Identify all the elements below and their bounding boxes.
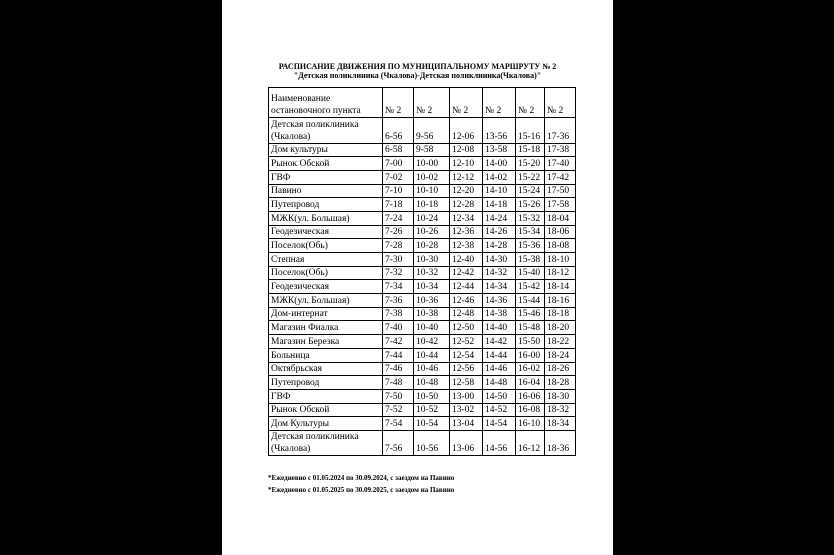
departure-time-cell: 7-42	[383, 335, 414, 349]
route-column-header: № 2	[450, 88, 483, 118]
route-column-header: № 2	[516, 88, 545, 118]
departure-time-cell: 13-02	[450, 403, 483, 417]
stop-name-cell: Рынок Обской	[269, 157, 383, 171]
departure-time-cell: 14-52	[483, 403, 516, 417]
route-subtitle: "Детская поликлиника (Чкалова)-Детская поликлиника(Чкалова)"	[293, 71, 542, 80]
departure-time-cell: 10-34	[414, 280, 450, 294]
departure-time-cell: 10-18	[414, 198, 450, 212]
departure-time-cell: 14-00	[483, 157, 516, 171]
departure-time-cell: 14-38	[483, 307, 516, 321]
table-row	[269, 143, 576, 157]
departure-time-cell: 15-32	[516, 211, 545, 225]
departure-time-cell: 18-18	[545, 307, 576, 321]
departure-time-cell: 7-34	[383, 280, 414, 294]
stop-name-cell: Дом культуры	[269, 143, 383, 157]
departure-time-cell: 12-06	[450, 118, 483, 144]
departure-time-cell: 15-38	[516, 253, 545, 267]
departure-time-cell: 18-30	[545, 389, 576, 403]
stop-name-cell: ГВФ	[269, 389, 383, 403]
departure-time-cell: 17-50	[545, 184, 576, 198]
departure-time-cell: 7-40	[383, 321, 414, 335]
departure-time-cell: 10-36	[414, 294, 450, 308]
departure-time-cell: 12-44	[450, 280, 483, 294]
departure-time-cell: 16-08	[516, 403, 545, 417]
departure-time-cell: 15-20	[516, 157, 545, 171]
departure-time-cell: 12-48	[450, 307, 483, 321]
departure-time-cell: 10-02	[414, 170, 450, 184]
departure-time-cell: 13-00	[450, 389, 483, 403]
departure-time-cell: 15-48	[516, 321, 545, 335]
stop-name-cell: Геодезическая	[269, 280, 383, 294]
departure-time-cell: 10-50	[414, 389, 450, 403]
departure-time-cell: 14-54	[483, 417, 516, 431]
departure-time-cell: 10-56	[414, 430, 450, 456]
departure-time-cell: 7-28	[383, 239, 414, 253]
departure-time-cell: 16-10	[516, 417, 545, 431]
departure-time-cell: 15-50	[516, 335, 545, 349]
departure-time-cell: 7-46	[383, 362, 414, 376]
table-row	[269, 225, 576, 239]
departure-time-cell: 18-34	[545, 417, 576, 431]
departure-time-cell: 13-56	[483, 118, 516, 144]
departure-time-cell: 7-24	[383, 211, 414, 225]
departure-time-cell: 18-24	[545, 348, 576, 362]
stop-name-cell: Путепровод	[269, 376, 383, 390]
departure-time-cell: 14-46	[483, 362, 516, 376]
table-row	[269, 430, 576, 456]
table-row	[269, 376, 576, 390]
departure-time-cell: 15-44	[516, 294, 545, 308]
departure-time-cell: 15-26	[516, 198, 545, 212]
departure-time-cell: 18-26	[545, 362, 576, 376]
schedule-table	[268, 87, 576, 456]
table-row	[269, 198, 576, 212]
departure-time-cell: 18-36	[545, 430, 576, 456]
departure-time-cell: 7-32	[383, 266, 414, 280]
departure-time-cell: 7-30	[383, 253, 414, 267]
stop-name-cell: Больница	[269, 348, 383, 362]
departure-time-cell: 12-50	[450, 321, 483, 335]
stop-name-cell: Геодезическая	[269, 225, 383, 239]
departure-time-cell: 17-58	[545, 198, 576, 212]
departure-time-cell: 10-30	[414, 253, 450, 267]
table-row	[269, 348, 576, 362]
departure-time-cell: 15-22	[516, 170, 545, 184]
document-page	[222, 0, 613, 555]
table-row	[269, 335, 576, 349]
departure-time-cell: 14-26	[483, 225, 516, 239]
table-row	[269, 280, 576, 294]
departure-time-cell: 18-12	[545, 266, 576, 280]
table-row	[269, 118, 576, 144]
departure-time-cell: 12-58	[450, 376, 483, 390]
stop-name-cell: Дом-интернат	[269, 307, 383, 321]
departure-time-cell: 10-32	[414, 266, 450, 280]
departure-time-cell: 10-54	[414, 417, 450, 431]
stop-name-cell: Октябрьская	[269, 362, 383, 376]
departure-time-cell: 7-36	[383, 294, 414, 308]
stop-name-cell: Поселок(Обь)	[269, 239, 383, 253]
departure-time-cell: 7-38	[383, 307, 414, 321]
table-header-row	[269, 88, 576, 118]
departure-time-cell: 7-48	[383, 376, 414, 390]
departure-time-cell: 9-58	[414, 143, 450, 157]
departure-time-cell: 16-12	[516, 430, 545, 456]
departure-time-cell: 15-46	[516, 307, 545, 321]
departure-time-cell: 14-50	[483, 389, 516, 403]
departure-time-cell: 10-00	[414, 157, 450, 171]
departure-time-cell: 16-02	[516, 362, 545, 376]
departure-time-cell: 7-26	[383, 225, 414, 239]
departure-time-cell: 14-28	[483, 239, 516, 253]
departure-time-cell: 12-28	[450, 198, 483, 212]
table-row	[269, 157, 576, 171]
departure-time-cell: 16-04	[516, 376, 545, 390]
departure-time-cell: 14-36	[483, 294, 516, 308]
departure-time-cell: 14-30	[483, 253, 516, 267]
departure-time-cell: 12-42	[450, 266, 483, 280]
stop-name-cell: ГВФ	[269, 170, 383, 184]
departure-time-cell: 14-48	[483, 376, 516, 390]
stop-name-cell: Степная	[269, 253, 383, 267]
route-column-header: № 2	[545, 88, 576, 118]
table-row	[269, 321, 576, 335]
departure-time-cell: 6-56	[383, 118, 414, 144]
departure-time-cell: 18-04	[545, 211, 576, 225]
departure-time-cell: 7-56	[383, 430, 414, 456]
departure-time-cell: 15-18	[516, 143, 545, 157]
departure-time-cell: 14-32	[483, 266, 516, 280]
departure-time-cell: 12-36	[450, 225, 483, 239]
departure-time-cell: 13-06	[450, 430, 483, 456]
departure-time-cell: 15-16	[516, 118, 545, 144]
departure-time-cell: 14-44	[483, 348, 516, 362]
departure-time-cell: 10-38	[414, 307, 450, 321]
departure-time-cell: 18-20	[545, 321, 576, 335]
table-row	[269, 170, 576, 184]
departure-time-cell: 16-06	[516, 389, 545, 403]
departure-time-cell: 12-52	[450, 335, 483, 349]
departure-time-cell: 18-14	[545, 280, 576, 294]
stop-name-cell: Рынок Обской	[269, 403, 383, 417]
route-column-header: № 2	[383, 88, 414, 118]
departure-time-cell: 7-50	[383, 389, 414, 403]
departure-time-cell: 10-40	[414, 321, 450, 335]
departure-time-cell: 15-42	[516, 280, 545, 294]
departure-time-cell: 15-36	[516, 239, 545, 253]
departure-time-cell: 7-18	[383, 198, 414, 212]
departure-time-cell: 14-02	[483, 170, 516, 184]
stop-column-header: Наименование остановочного пункта	[269, 88, 383, 118]
departure-time-cell: 18-08	[545, 239, 576, 253]
departure-time-cell: 7-10	[383, 184, 414, 198]
departure-time-cell: 17-38	[545, 143, 576, 157]
departure-time-cell: 18-10	[545, 253, 576, 267]
departure-time-cell: 14-42	[483, 335, 516, 349]
departure-time-cell: 14-56	[483, 430, 516, 456]
departure-time-cell: 12-54	[450, 348, 483, 362]
stop-name-cell: Путепровод	[269, 198, 383, 212]
departure-time-cell: 15-34	[516, 225, 545, 239]
departure-time-cell: 14-34	[483, 280, 516, 294]
departure-time-cell: 17-42	[545, 170, 576, 184]
schedule-body	[269, 118, 576, 456]
departure-time-cell: 10-24	[414, 211, 450, 225]
departure-time-cell: 10-26	[414, 225, 450, 239]
departure-time-cell: 14-10	[483, 184, 516, 198]
departure-time-cell: 10-42	[414, 335, 450, 349]
departure-time-cell: 12-38	[450, 239, 483, 253]
footnote: *Ежедневно с 01.05.2024 по 30.09.2024, с заездом на Павино	[268, 474, 455, 482]
table-row	[269, 307, 576, 321]
departure-time-cell: 7-54	[383, 417, 414, 431]
table-row	[269, 211, 576, 225]
table-row	[269, 389, 576, 403]
table-row	[269, 294, 576, 308]
departure-time-cell: 10-48	[414, 376, 450, 390]
departure-time-cell: 12-12	[450, 170, 483, 184]
stop-name-cell: Детская поликлиника (Чкалова)	[269, 430, 383, 456]
departure-time-cell: 9-56	[414, 118, 450, 144]
departure-time-cell: 10-10	[414, 184, 450, 198]
departure-time-cell: 10-52	[414, 403, 450, 417]
departure-time-cell: 18-22	[545, 335, 576, 349]
departure-time-cell: 7-52	[383, 403, 414, 417]
departure-time-cell: 13-04	[450, 417, 483, 431]
table-row	[269, 362, 576, 376]
departure-time-cell: 12-40	[450, 253, 483, 267]
departure-time-cell: 18-32	[545, 403, 576, 417]
table-row	[269, 403, 576, 417]
schedule-title: РАСПИСАНИЕ ДВИЖЕНИЯ ПО МУНИЦИПАЛЬНОМУ МАРШРУТУ № 2	[278, 62, 557, 71]
departure-time-cell: 12-08	[450, 143, 483, 157]
departure-time-cell: 14-40	[483, 321, 516, 335]
stop-name-cell: Павино	[269, 184, 383, 198]
departure-time-cell: 17-36	[545, 118, 576, 144]
departure-time-cell: 7-44	[383, 348, 414, 362]
table-row	[269, 239, 576, 253]
departure-time-cell: 18-28	[545, 376, 576, 390]
departure-time-cell: 6-58	[383, 143, 414, 157]
stop-name-cell: Магазин Березка	[269, 335, 383, 349]
departure-time-cell: 12-34	[450, 211, 483, 225]
departure-time-cell: 15-24	[516, 184, 545, 198]
stop-name-cell: МЖК(ул. Большая)	[269, 294, 383, 308]
departure-time-cell: 18-16	[545, 294, 576, 308]
footnote: *Ежедневно с 01.05.2025 по 30.09.2025, с заездом на Павино	[268, 486, 455, 494]
departure-time-cell: 14-24	[483, 211, 516, 225]
stop-name-cell: Поселок(Обь)	[269, 266, 383, 280]
departure-time-cell: 12-10	[450, 157, 483, 171]
table-row	[269, 417, 576, 431]
table-row	[269, 266, 576, 280]
stop-name-cell: МЖК(ул. Большая)	[269, 211, 383, 225]
departure-time-cell: 10-44	[414, 348, 450, 362]
departure-time-cell: 13-58	[483, 143, 516, 157]
departure-time-cell: 17-40	[545, 157, 576, 171]
departure-time-cell: 10-46	[414, 362, 450, 376]
departure-time-cell: 7-00	[383, 157, 414, 171]
stop-name-cell: Дом Культуры	[269, 417, 383, 431]
departure-time-cell: 10-28	[414, 239, 450, 253]
departure-time-cell: 14-18	[483, 198, 516, 212]
route-column-header: № 2	[414, 88, 450, 118]
route-column-header: № 2	[483, 88, 516, 118]
stop-name-cell: Детская поликлиника (Чкалова)	[269, 118, 383, 144]
departure-time-cell: 12-46	[450, 294, 483, 308]
departure-time-cell: 16-00	[516, 348, 545, 362]
departure-time-cell: 7-02	[383, 170, 414, 184]
departure-time-cell: 12-20	[450, 184, 483, 198]
departure-time-cell: 15-40	[516, 266, 545, 280]
table-row	[269, 253, 576, 267]
stop-name-cell: Магазин Фиалка	[269, 321, 383, 335]
table-row	[269, 184, 576, 198]
departure-time-cell: 12-56	[450, 362, 483, 376]
departure-time-cell: 18-06	[545, 225, 576, 239]
